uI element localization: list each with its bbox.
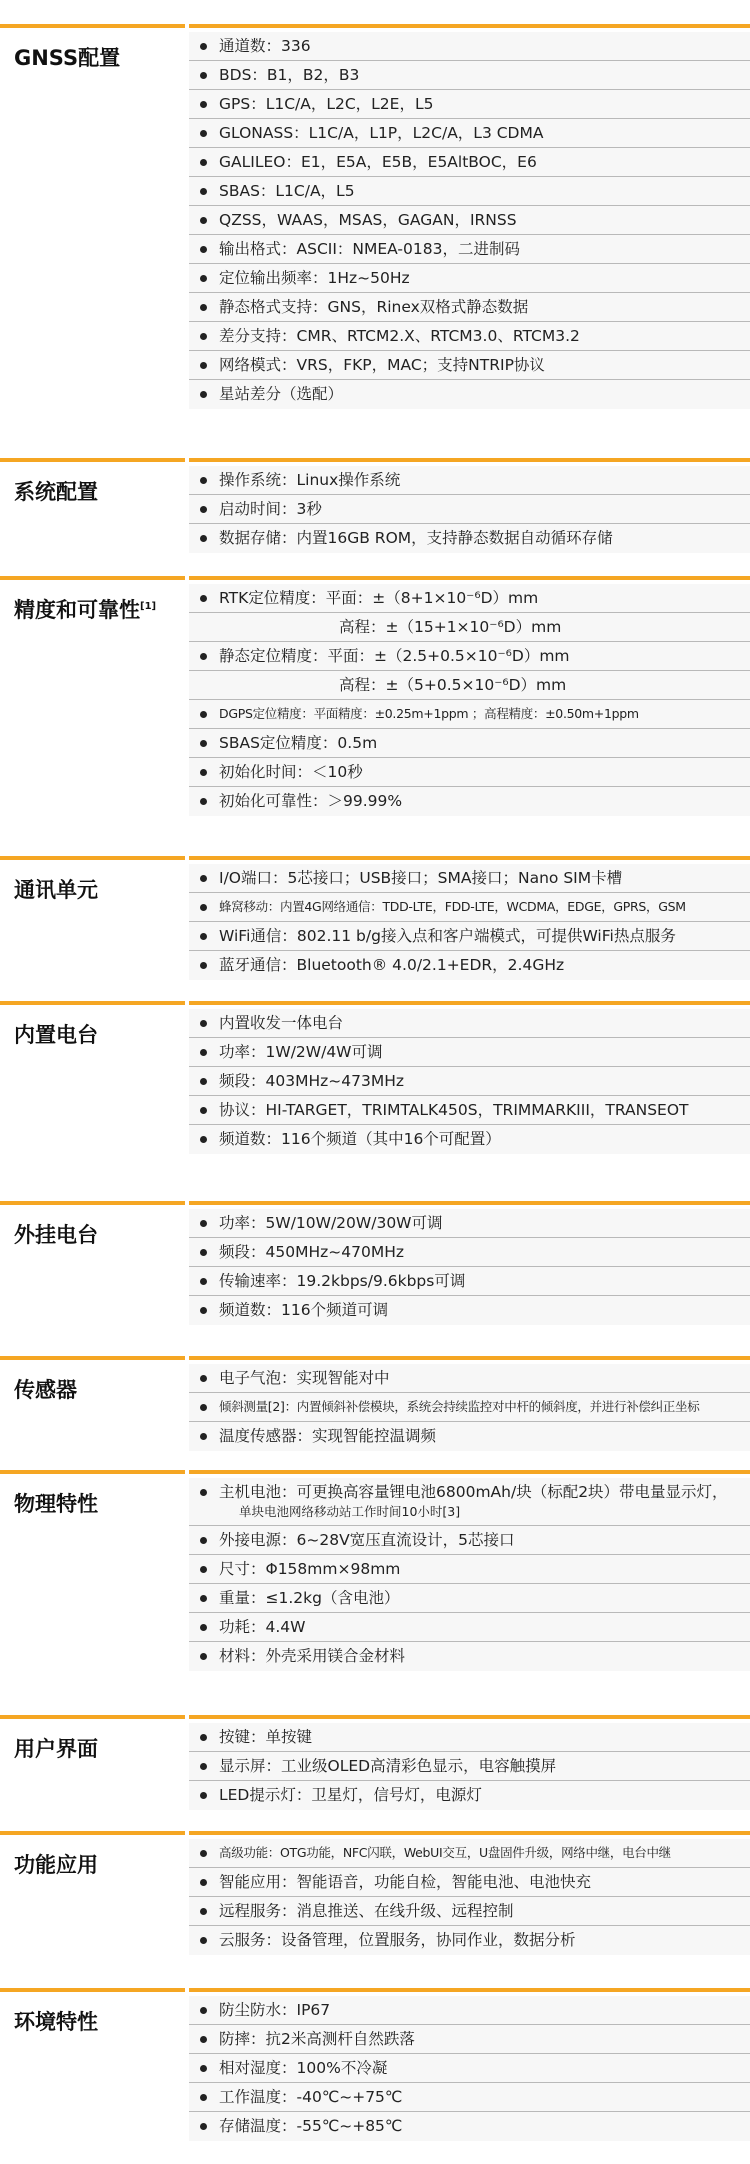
spec-item-text: 材料：外壳采用镁合金材料: [219, 1647, 406, 1665]
spec-item-text: 功耗：4.4W: [219, 1618, 306, 1636]
spec-item: [189, 2054, 750, 2083]
spec-item: [189, 700, 750, 729]
section-title-text: GNSS配置: [14, 46, 121, 70]
spec-section: [0, 1831, 750, 1959]
spec-item-text: 主机电池：可更换高容量锂电池6800mAh/块（标配2块）带电量显示灯，: [219, 1483, 728, 1501]
spec-item: [189, 1038, 750, 1067]
bullet-icon: [200, 246, 207, 253]
spec-item-text: 初始化时间：＜10秒: [219, 763, 363, 781]
section-title-text: 传感器: [14, 1378, 77, 1402]
bullet-icon: [200, 72, 207, 79]
bullet-icon: [200, 1433, 207, 1440]
spec-item-text: 外接电源：6~28V宽压直流设计，5芯接口: [219, 1531, 515, 1549]
spec-item-text: 蓝牙通信：Bluetooth® 4.0/2.1+EDR，2.4GHz: [219, 956, 565, 974]
spec-item-text: 倾斜测量[2]：内置倾斜补偿模块，系统会持续监控对中杆的倾斜度，并进行补偿纠正坐标: [219, 1399, 700, 1414]
bullet-icon: [200, 1278, 207, 1285]
bullet-icon: [200, 1375, 207, 1382]
spec-item-text: 工作温度：-40℃~+75℃: [219, 2088, 403, 2106]
spec-item: [189, 235, 750, 264]
bullet-icon: [200, 740, 207, 747]
spec-item-text: 重量：≤1.2kg（含电池）: [219, 1589, 400, 1607]
bullet-icon: [200, 506, 207, 513]
bullet-icon: [200, 159, 207, 166]
section-divider-left: [0, 1831, 185, 1835]
bullet-icon: [200, 1404, 207, 1411]
bullet-icon: [200, 962, 207, 969]
spec-item-text: GALILEO：E1，E5A，E5B，E5AltBOC，E6: [219, 153, 537, 171]
bullet-icon: [200, 875, 207, 882]
spec-item: [189, 1926, 750, 1955]
bullet-icon: [200, 333, 207, 340]
bullet-icon: [200, 711, 207, 718]
spec-item-text: 相对湿度：100%不冷凝: [219, 2059, 388, 2077]
spec-item-text: 传输速率：19.2kbps/9.6kbps可调: [219, 1272, 466, 1290]
spec-item-text: 操作系统：Linux操作系统: [219, 471, 401, 489]
spec-item: [189, 729, 750, 758]
spec-item: [189, 380, 750, 409]
spec-item: [189, 758, 750, 787]
spec-list: [189, 1996, 750, 2141]
spec-item-subtext: 单块电池网络移动站工作时间10小时[3]: [239, 1504, 461, 1519]
spec-item: [189, 293, 750, 322]
section-title: [14, 1849, 189, 1879]
spec-item: [189, 119, 750, 148]
section-divider-right: [189, 1715, 750, 1719]
section-title: [14, 1733, 189, 1763]
section-divider-left: [0, 458, 185, 462]
spec-item-text: I/O端口：5芯接口；USB接口；SMA接口；Nano SIM卡槽: [219, 869, 623, 887]
bullet-icon: [200, 798, 207, 805]
bullet-icon: [200, 1220, 207, 1227]
spec-item: [189, 1096, 750, 1125]
spec-item: [189, 1393, 750, 1422]
spec-list: [189, 1364, 750, 1451]
spec-list: [189, 1009, 750, 1154]
spec-item: [189, 2025, 750, 2054]
spec-item-text: 尺寸：Φ158mm×98mm: [219, 1560, 401, 1578]
spec-item: [189, 61, 750, 90]
spec-item: [189, 1839, 750, 1868]
spec-item-text: 输出格式：ASCII：NMEA-0183，二进制码: [219, 240, 520, 258]
bullet-icon: [200, 1908, 207, 1915]
bullet-icon: [200, 275, 207, 282]
spec-item-text: 频段：403MHz~473MHz: [219, 1072, 404, 1090]
section-title-text: 环境特性: [14, 2010, 98, 2034]
spec-item-text: 定位输出频率：1Hz~50Hz: [219, 269, 410, 287]
bullet-icon: [200, 595, 207, 602]
spec-item: [189, 1422, 750, 1451]
bullet-icon: [200, 1136, 207, 1143]
spec-item: [189, 1296, 750, 1325]
spec-item-text: 按键：单按键: [219, 1728, 313, 1746]
section-title: [14, 874, 189, 904]
spec-item: [189, 466, 750, 495]
section-title: [14, 594, 189, 624]
bullet-icon: [200, 1850, 207, 1857]
bullet-icon: [200, 1624, 207, 1631]
bullet-icon: [200, 1595, 207, 1602]
spec-list: [189, 32, 750, 409]
spec-list: [189, 584, 750, 816]
section-title-text: 功能应用: [14, 1853, 98, 1877]
spec-item-text: 协议：HI-TARGET，TRIMTALK450S，TRIMMARKIII，TRANSEOT: [219, 1101, 689, 1119]
bullet-icon: [200, 1937, 207, 1944]
section-title-text: 通讯单元: [14, 878, 98, 902]
bullet-icon: [200, 217, 207, 224]
bullet-icon: [200, 1763, 207, 1770]
section-divider-right: [189, 1356, 750, 1360]
bullet-icon: [200, 43, 207, 50]
spec-item: [189, 1752, 750, 1781]
spec-item: [189, 1613, 750, 1642]
spec-item-text: 频道数：116个频道（其中16个可配置）: [219, 1130, 501, 1148]
bullet-icon: [200, 101, 207, 108]
spec-item: [189, 613, 750, 642]
section-title: [14, 2006, 189, 2036]
spec-item-text: SBAS：L1C/A，L5: [219, 182, 355, 200]
spec-list: [189, 1839, 750, 1955]
section-divider-left: [0, 1201, 185, 1205]
section-title: [14, 1219, 189, 1249]
section-title: [14, 42, 189, 72]
section-title-text: 外挂电台: [14, 1223, 98, 1247]
section-title-text: 内置电台: [14, 1023, 98, 1047]
bullet-icon: [200, 1734, 207, 1741]
spec-item-text: 智能应用：智能语音，功能自检，智能电池、电池快充: [219, 1873, 592, 1891]
section-divider-left: [0, 1356, 185, 1360]
spec-item: [189, 1781, 750, 1810]
bullet-icon: [200, 304, 207, 311]
spec-item-text: 防尘防水：IP67: [219, 2001, 331, 2019]
spec-section: [0, 1356, 750, 1455]
spec-section: [0, 1715, 750, 1814]
section-title-text: 物理特性: [14, 1492, 98, 1516]
spec-item-text: WiFi通信：802.11 b/g接入点和客户端模式，可提供WiFi热点服务: [219, 927, 676, 945]
spec-item: [189, 1364, 750, 1393]
spec-item-text: 高程：±（5+0.5×10⁻⁶D）mm: [339, 676, 567, 694]
section-title: [14, 1019, 189, 1049]
spec-item: [189, 1868, 750, 1897]
spec-item: [189, 671, 750, 700]
spec-item: [189, 206, 750, 235]
spec-item-text: 高程：±（15+1×10⁻⁶D）mm: [339, 618, 562, 636]
spec-item: [189, 524, 750, 553]
spec-item-text: BDS：B1，B2，B3: [219, 66, 360, 84]
bullet-icon: [200, 653, 207, 660]
spec-item-text: 电子气泡：实现智能对中: [219, 1369, 390, 1387]
bullet-icon: [200, 188, 207, 195]
spec-item: [189, 642, 750, 671]
spec-item: [189, 893, 750, 922]
spec-section: [0, 24, 750, 413]
section-title-text: 精度和可靠性: [14, 598, 140, 622]
section-divider-right: [189, 458, 750, 462]
spec-item: [189, 787, 750, 816]
spec-item-text: 启动时间：3秒: [219, 500, 322, 518]
section-title: [14, 1488, 189, 1518]
spec-item-text: 数据存储：内置16GB ROM，支持静态数据自动循环存储: [219, 529, 613, 547]
spec-item-text: SBAS定位精度：0.5m: [219, 734, 378, 752]
spec-item-text: 蜂窝移动：内置4G网络通信：TDD-LTE，FDD-LTE，WCDMA，EDGE，GPRS，GSM: [219, 899, 686, 914]
spec-list: [189, 1478, 750, 1671]
section-divider-right: [189, 24, 750, 28]
section-divider-left: [0, 1715, 185, 1719]
bullet-icon: [200, 477, 207, 484]
section-title: [14, 476, 189, 506]
bullet-icon: [200, 1566, 207, 1573]
section-divider-left: [0, 856, 185, 860]
spec-item-text: 静态格式支持：GNS，Rinex双格式静态数据: [219, 298, 529, 316]
section-divider-right: [189, 1470, 750, 1474]
spec-item-text: 差分支持：CMR、RTCM2.X、RTCM3.0、RTCM3.2: [219, 327, 580, 345]
spec-item: [189, 322, 750, 351]
spec-item-text: 功率：1W/2W/4W可调: [219, 1043, 383, 1061]
section-divider-left: [0, 576, 185, 580]
footnote-marker: [1]: [140, 601, 157, 612]
bullet-icon: [200, 1879, 207, 1886]
spec-list: [189, 1209, 750, 1325]
spec-item: [189, 1555, 750, 1584]
spec-section: [0, 458, 750, 557]
spec-item-text: QZSS，WAAS，MSAS，GAGAN，IRNSS: [219, 211, 517, 229]
spec-list: [189, 466, 750, 553]
spec-item-text: 静态定位精度：平面：±（2.5+0.5×10⁻⁶D）mm: [219, 647, 570, 665]
spec-list: [189, 1723, 750, 1810]
spec-item-text: 温度传感器：实现智能控温调频: [219, 1427, 437, 1445]
bullet-icon: [200, 1078, 207, 1085]
spec-section: [0, 1988, 750, 2145]
section-title-text: 系统配置: [14, 480, 98, 504]
spec-item: [189, 264, 750, 293]
spec-item: [189, 90, 750, 119]
spec-item: [189, 922, 750, 951]
bullet-icon: [200, 2094, 207, 2101]
spec-item: [189, 584, 750, 613]
spec-item-text: 频段：450MHz~470MHz: [219, 1243, 404, 1261]
spec-item: [189, 1238, 750, 1267]
bullet-icon: [200, 2123, 207, 2130]
spec-item: [189, 1209, 750, 1238]
bullet-icon: [200, 535, 207, 542]
section-divider-right: [189, 576, 750, 580]
bullet-icon: [200, 769, 207, 776]
section-divider-left: [0, 1001, 185, 1005]
bullet-icon: [200, 1792, 207, 1799]
bullet-icon: [200, 1537, 207, 1544]
spec-section: [0, 1470, 750, 1675]
bullet-icon: [200, 2065, 207, 2072]
bullet-icon: [200, 391, 207, 398]
section-divider-right: [189, 856, 750, 860]
spec-item-text: GPS：L1C/A，L2C，L2E，L5: [219, 95, 434, 113]
spec-item: [189, 1526, 750, 1555]
spec-item: [189, 1996, 750, 2025]
bullet-icon: [200, 1049, 207, 1056]
spec-item-text: 功率：5W/10W/20W/30W可调: [219, 1214, 443, 1232]
spec-item: [189, 1642, 750, 1671]
section-title-text: 用户界面: [14, 1737, 98, 1761]
spec-item: [189, 2083, 750, 2112]
section-divider-left: [0, 24, 185, 28]
spec-section: [0, 1001, 750, 1158]
spec-item: [189, 148, 750, 177]
spec-item: [189, 1723, 750, 1752]
section-divider-left: [0, 1470, 185, 1474]
bullet-icon: [200, 1489, 207, 1496]
bullet-icon: [200, 933, 207, 940]
spec-item-text: 频道数：116个频道可调: [219, 1301, 389, 1319]
spec-item-text: GLONASS：L1C/A，L1P，L2C/A，L3 CDMA: [219, 124, 544, 142]
spec-item-text: 内置收发一体电台: [219, 1014, 344, 1032]
bullet-icon: [200, 1653, 207, 1660]
section-divider-right: [189, 1988, 750, 1992]
bullet-icon: [200, 1249, 207, 1256]
spec-item: [189, 1267, 750, 1296]
spec-section: [0, 856, 750, 984]
spec-item: [189, 1897, 750, 1926]
spec-item-text: 网络模式：VRS，FKP，MAC；支持NTRIP协议: [219, 356, 545, 374]
spec-item-text: 远程服务：消息推送、在线升级、远程控制: [219, 1902, 514, 1920]
bullet-icon: [200, 2036, 207, 2043]
spec-item-text: 云服务：设备管理，位置服务，协同作业，数据分析: [219, 1931, 576, 1949]
spec-list: [189, 864, 750, 980]
spec-item: [189, 351, 750, 380]
spec-item: [189, 1584, 750, 1613]
spec-item: [189, 1067, 750, 1096]
spec-item-text: DGPS定位精度：平面精度：±0.25m+1ppm ；高程精度：±0.50m+1ppm: [219, 706, 639, 721]
spec-section: [0, 576, 750, 820]
spec-item: [189, 32, 750, 61]
spec-item: [189, 1478, 750, 1526]
spec-item: [189, 1009, 750, 1038]
section-divider-right: [189, 1001, 750, 1005]
section-divider-right: [189, 1831, 750, 1835]
section-title: [14, 1374, 189, 1404]
spec-item-text: 显示屏：工业级OLED高清彩色显示，电容触摸屏: [219, 1757, 557, 1775]
section-divider-left: [0, 1988, 185, 1992]
spec-item-text: RTK定位精度：平面：±（8+1×10⁻⁶D）mm: [219, 589, 539, 607]
section-divider-right: [189, 1201, 750, 1205]
spec-item: [189, 177, 750, 206]
spec-item-text: 防摔：抗2米高测杆自然跌落: [219, 2030, 415, 2048]
bullet-icon: [200, 130, 207, 137]
bullet-icon: [200, 1020, 207, 1027]
spec-item-text: 高级功能：OTG功能，NFC闪联，WebUI交互，U盘固件升级，网络中继，电台中继: [219, 1845, 671, 1860]
spec-item-text: 星站差分（选配）: [219, 385, 344, 403]
bullet-icon: [200, 362, 207, 369]
spec-item: [189, 951, 750, 980]
bullet-icon: [200, 1307, 207, 1314]
spec-item-text: 存储温度：-55℃~+85℃: [219, 2117, 403, 2135]
spec-item-text: 通道数：336: [219, 37, 311, 55]
bullet-icon: [200, 1107, 207, 1114]
spec-item: [189, 864, 750, 893]
spec-item: [189, 1125, 750, 1154]
bullet-icon: [200, 2007, 207, 2014]
spec-item-text: LED提示灯：卫星灯，信号灯，电源灯: [219, 1786, 482, 1804]
spec-item-text: 初始化可靠性：＞99.99%: [219, 792, 403, 810]
spec-section: [0, 1201, 750, 1329]
spec-item: [189, 495, 750, 524]
spec-item: [189, 2112, 750, 2141]
bullet-icon: [200, 904, 207, 911]
